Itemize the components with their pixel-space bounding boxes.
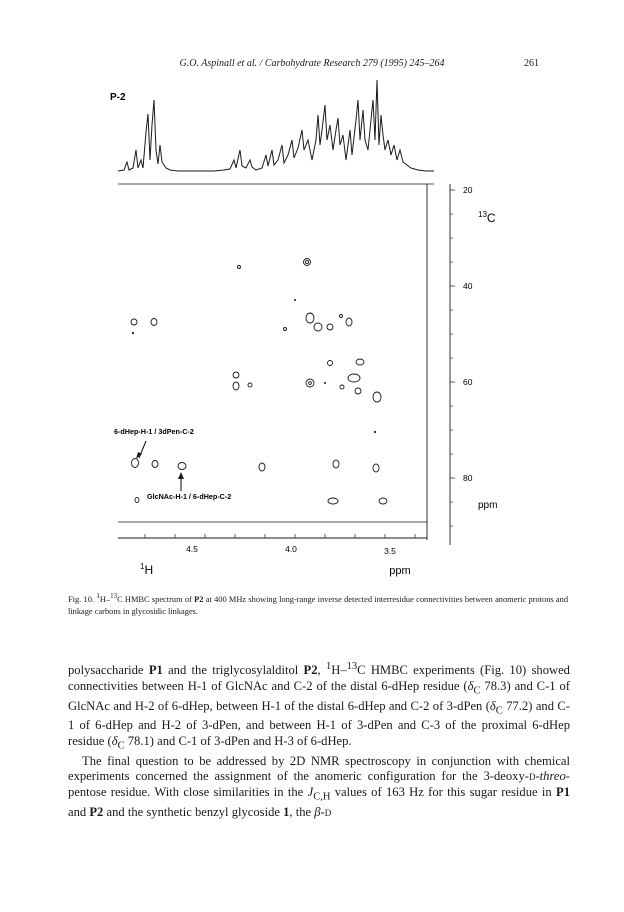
- figure-caption: Fig. 10. $^1$H–$^{13}$C HMBC spectrum of P2 at 400 MHz showing long-range inverse detected interresidue connectivities between anomeric protons and linkage carbons in glycosidic linkages.: [68, 592, 569, 616]
- cross-peak: [333, 460, 339, 468]
- f2-axis: [118, 534, 427, 577]
- caption-text: C HMBC spectrum of: [117, 594, 192, 604]
- cross-peak: [356, 359, 364, 365]
- annotation-glcnac-dhep: GlcNAc-H-1 / 6-dHep-C-2: [147, 492, 232, 501]
- arrowhead: [178, 472, 184, 479]
- cross-peak: [355, 388, 361, 394]
- cross-peak: [131, 319, 137, 325]
- cross-peak: [306, 379, 314, 387]
- proton-projection-spectrum: [118, 80, 434, 171]
- cross-peak: [135, 498, 139, 503]
- cross-peak: [340, 315, 343, 318]
- caption-isotope-13c: 13: [110, 592, 118, 600]
- f1-tick-label: 60: [463, 377, 473, 387]
- f2-tick-label: 4.5: [186, 544, 198, 554]
- cross-peak: [304, 259, 311, 266]
- f1-tick-label: 40: [463, 281, 473, 291]
- cross-peak: [328, 498, 338, 504]
- cross-peak: [259, 463, 265, 471]
- f1-tick-label: 20: [463, 185, 473, 195]
- cross-peak: [132, 459, 139, 468]
- cross-peak: [373, 392, 381, 402]
- cross-peak: [284, 328, 287, 331]
- paragraph: polysaccharide P1 and the triglycosylalditol P2, $^1$H–$^{13}$C HMBC experiments (Fig. 10) showed connectivities between H-1 of GlcNAc and C-2 of the distal 6-dHep residue ($\delta_C$ 78.3) and C-1 of GlcNAc and H-2 of 6-dHep, between H-1 of the distal 6-dHep and C-2 of 3-dPen ($\delta_C$ 77.2) and C-1 of 6-dHep and H-2 of 3-dPen, and between H-1 of 3-dPen and C-3 of the proximal 6-dHep residue ($\delta_C$ 78.1) and C-1 of 3-dPen and H-3 of 6-dHep.: [68, 661, 570, 752]
- cross-peak: [314, 323, 322, 331]
- f1-nucleus-label: $^{13}_C$: [478, 210, 496, 225]
- cross-peak-dots: [132, 299, 376, 433]
- cross-peak: [151, 319, 157, 326]
- caption-compound: P2: [194, 594, 204, 604]
- f2-tick-label: 4.0: [285, 544, 297, 554]
- cross-peak: [152, 461, 158, 468]
- cross-peak: [178, 463, 186, 470]
- caption-fig-label: Fig. 10.: [68, 594, 95, 604]
- cross-peak: [309, 382, 312, 385]
- cross-peak: [340, 385, 344, 389]
- cross-peak: [306, 313, 314, 323]
- caption-text: at 400 MHz showing long-range inverse detected interresidue connectivities between anomeric protons and linkage carbons in glycosidic linkages.: [68, 594, 569, 616]
- f2-tick-label: 3.5: [384, 546, 396, 556]
- cross-peak: [348, 374, 360, 382]
- cross-peak: [233, 382, 239, 390]
- body-text: [68, 659, 570, 820]
- page-number: 261: [524, 58, 539, 69]
- cross-peak: [327, 324, 333, 330]
- cross-peak: [248, 383, 252, 387]
- annotation-dhep-3dpen: 6-dHep-H-1 / 3dPen-C-2: [114, 427, 194, 436]
- f1-tick-label: 80: [463, 473, 473, 483]
- cross-peak: [379, 498, 387, 504]
- caption-isotope-1h: 1: [96, 592, 100, 600]
- f1-axis: [450, 184, 497, 545]
- cross-peak: [324, 382, 326, 384]
- cross-peak: [374, 431, 376, 433]
- cross-peak: [373, 464, 379, 472]
- cross-peak: [305, 260, 308, 263]
- cross-peaks: [131, 259, 387, 505]
- cross-peak: [294, 299, 296, 301]
- f2-unit-label: ppm: [389, 565, 411, 577]
- f2-nucleus-label: $^1_H$: [140, 562, 154, 577]
- running-title: G.O. Aspinall et al. / Carbohydrate Research 279 (1995) 245–264: [179, 58, 445, 69]
- cross-peak: [346, 318, 352, 326]
- cross-peak: [328, 361, 333, 366]
- paragraph: The final question to be addressed by 2D NMR spectroscopy in conjunction with chemical experiments concerned the assignment of the anomeric configuration for the 3-deoxy-d-threo-pentose residue. With close similarities in the $J_{C,H}$ values of 163 Hz for this sugar residue in P1 and P2 and the synthetic benzyl glycoside 1, the β-d: [68, 753, 570, 819]
- f1-unit-label: ppm: [478, 500, 498, 511]
- cross-peak: [238, 266, 241, 269]
- cross-peak: [233, 372, 239, 378]
- cross-peak: [132, 332, 134, 334]
- panel-label: P-2: [110, 92, 126, 103]
